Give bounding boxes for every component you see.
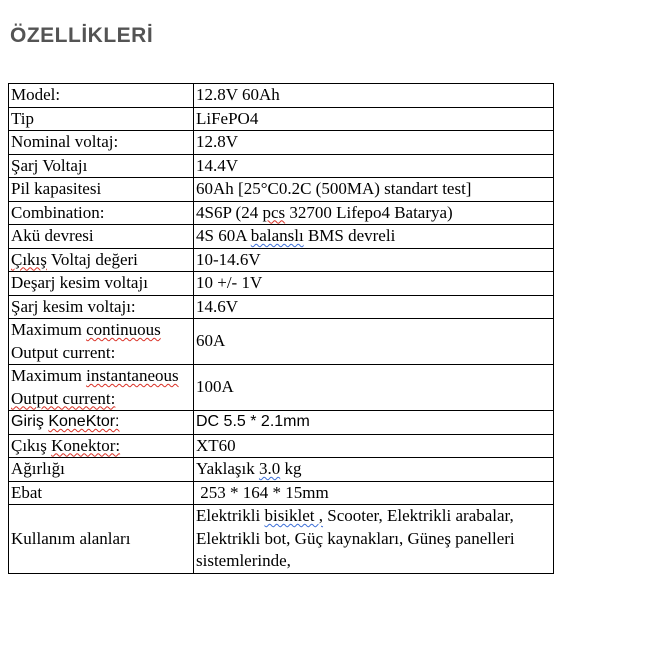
spec-key: Combination: xyxy=(9,201,194,225)
spelling-flagged-text: instantaneous Output current: xyxy=(11,366,179,408)
spec-key: Kullanım alanları xyxy=(9,505,194,574)
table-row xyxy=(9,411,554,435)
table-row xyxy=(9,505,554,574)
spec-value xyxy=(194,505,554,574)
spec-value xyxy=(194,201,554,225)
spec-key: Şarj Voltajı xyxy=(9,154,194,178)
spec-key-part: Voltaj değeri xyxy=(46,249,138,269)
spec-value-part: 32700 Lifepo4 Batarya) xyxy=(285,202,453,222)
spec-key-part: Giriş xyxy=(11,413,49,430)
spec-key: Tip xyxy=(9,107,194,131)
spec-key-part: Çıkış xyxy=(11,435,52,455)
spec-value: 60A xyxy=(194,319,554,365)
spec-key: Pil kapasitesi xyxy=(9,178,194,202)
spec-value: 14.6V xyxy=(194,295,554,319)
spec-value: 14.4V xyxy=(194,154,554,178)
spec-value-part: Elektrikli xyxy=(196,506,265,525)
spec-key xyxy=(9,411,194,435)
spec-key: Model: xyxy=(9,84,194,108)
grammar-flagged-text: 3.0 xyxy=(258,459,281,478)
table-row xyxy=(9,131,554,155)
table-row xyxy=(9,154,554,178)
spec-key xyxy=(9,365,194,411)
spec-key-part: Output current: xyxy=(11,342,116,362)
spec-key-part: Maximum xyxy=(11,366,87,385)
spec-key xyxy=(9,319,194,365)
spec-key: Ebat xyxy=(9,481,194,505)
spec-value-part: Yaklaşık xyxy=(196,459,259,478)
table-row xyxy=(9,365,554,411)
table-row xyxy=(9,178,554,202)
spec-key: Deşarj kesim voltajı xyxy=(9,272,194,296)
spec-value: 12.8V xyxy=(194,131,554,155)
spec-value-part: 4S 60A xyxy=(196,226,251,245)
spec-value xyxy=(194,458,554,482)
spec-value: 10 +/- 1V xyxy=(194,272,554,296)
spec-value-part: kg xyxy=(280,459,302,478)
spec-value: 60Ah [25°C0.2C (500MA) standart test] xyxy=(194,178,554,202)
spec-value: 12.8V 60Ah xyxy=(194,84,554,108)
table-row xyxy=(9,295,554,319)
spec-value-part: BMS devreli xyxy=(303,226,396,245)
spec-key: Akü devresi xyxy=(9,225,194,249)
spelling-flagged-text: Çıkış xyxy=(11,249,47,269)
spelling-flagged-text: pcs xyxy=(262,202,286,222)
table-row xyxy=(9,272,554,296)
table-row xyxy=(9,84,554,108)
table-row xyxy=(9,248,554,272)
spec-key xyxy=(9,434,194,458)
spec-value: LiFePO4 xyxy=(194,107,554,131)
table-row xyxy=(9,225,554,249)
spec-value: XT60 xyxy=(194,434,554,458)
spec-value: 10-14.6V xyxy=(194,248,554,272)
spec-key: Nominal voltaj: xyxy=(9,131,194,155)
spelling-flagged-text: continuous xyxy=(86,320,161,339)
table-row xyxy=(9,319,554,365)
spec-key: Şarj kesim voltajı: xyxy=(9,295,194,319)
grammar-flagged-text: balanslı xyxy=(250,226,304,245)
spec-value-part: Scooter, Elektrikli arabalar, Elektrikli bot, Güç kaynakları, Güneş panelleri sistemlerinde, xyxy=(196,506,515,570)
spec-key-part: Maximum xyxy=(11,320,87,339)
table-row xyxy=(9,458,554,482)
table-row xyxy=(9,434,554,458)
spec-value xyxy=(194,225,554,249)
spelling-flagged-text: KoneKtor: xyxy=(48,413,120,430)
spelling-flagged-text: Konektor: xyxy=(51,435,121,455)
table-row xyxy=(9,107,554,131)
spec-value: 253 * 164 * 15mm xyxy=(194,481,554,505)
specs-table xyxy=(8,83,554,574)
spec-value-part: 4S6P (24 xyxy=(196,202,263,222)
spec-key xyxy=(9,248,194,272)
page-title: ÖZELLİKLERİ xyxy=(10,24,154,47)
grammar-flagged-text: bisiklet , xyxy=(264,506,324,525)
table-row xyxy=(9,481,554,505)
table-row xyxy=(9,201,554,225)
spec-value: 100A xyxy=(194,365,554,411)
spec-value: DC 5.5 * 2.1mm xyxy=(194,411,554,435)
spec-key: Ağırlığı xyxy=(9,458,194,482)
